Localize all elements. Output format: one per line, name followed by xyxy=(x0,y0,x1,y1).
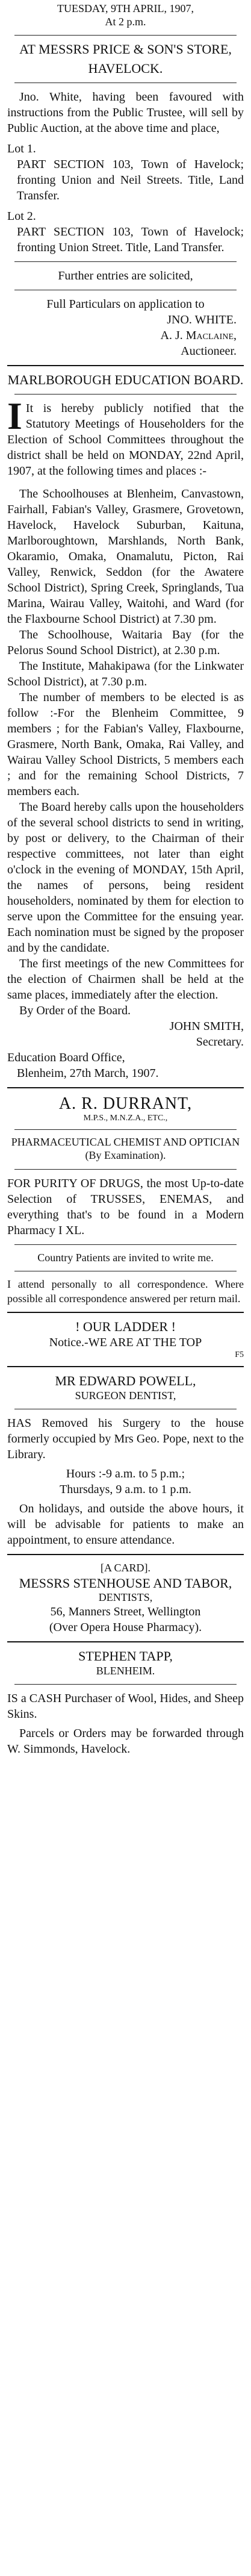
education-office-date: Blenheim, 27th March, 1907. xyxy=(17,1067,159,1081)
auction-intro: Jno. White, having been favoured with instructions from the Public Trustee, will sell by Public Auction, at the above time and place, xyxy=(7,90,244,136)
lot2-label: Lot 2. xyxy=(7,210,36,223)
tapp-ad xyxy=(0,1648,251,1757)
lot1-text: PART SECTION 103, Town of Havelock; fronting Union and Neil Streets. Title, Land Transfer. xyxy=(17,158,244,203)
divider xyxy=(14,1129,237,1130)
section-divider xyxy=(7,1554,244,1555)
durrant-country: Country Patients are invited to write me. xyxy=(37,1251,214,1264)
further-entries: Further entries are solicited, xyxy=(58,269,193,283)
divider xyxy=(14,35,237,36)
durrant-ad xyxy=(0,1094,251,1306)
dropcap-i: I xyxy=(7,395,22,438)
durrant-text: FOR PURITY OF DRUGS, the most Up-to-date Selection of TRUSSES, ENEMAS, and everything that's to be found in a Modern Pharmacy I XL. xyxy=(7,1176,244,1237)
durrant-quals: M.P.S., M.N.Z.A., ETC., xyxy=(83,1114,168,1123)
ladder-ad xyxy=(0,1319,251,1360)
ladder-mark: F5 xyxy=(235,1350,244,1359)
lot1-label: Lot 1. xyxy=(7,142,36,156)
education-title: MARLBOROUGH EDUCATION BOARD. xyxy=(7,372,244,388)
education-p1: The Schoolhouses at Blenheim, Canvastown, Fairhall, Fabian's Valley, Grasmere, Grovetown, Havelock, Havelock Suburban, Kaituna, Marlboroughtown, Marshlands, North Bank, Okaramio, Omaka, Onamalutu, Picton, Rai Valley, Renwick, Seddon (for the Awatere School District), Spring Creek, Springlands, Tua Marina, Wairau Valley, Waitohi, and Ward (for the Flaxbourne School District) at 7.30 pm. xyxy=(7,487,244,626)
auction-price-ad xyxy=(0,0,251,359)
stenhouse-ad xyxy=(0,1561,251,1635)
spacer xyxy=(7,479,244,486)
stenhouse-address: 56, Manners Street, Wellington xyxy=(50,1605,201,1618)
education-p4: The number of members to be elected is as follow :-For the Blenheim Committee, 9 members ; for the Fabian's Valley, Flaxbourne, Grasmere, North Bank, Omaka, Rai Valley, and Wairau Valley School Districts, 5 members each ; and for the remaining School Districts, 7 members each. xyxy=(7,691,244,799)
particulars: Full Particulars on application to xyxy=(46,298,205,311)
durrant-name: A. R. DURRANT, xyxy=(58,1094,193,1114)
durrant-role: PHARMACEUTICAL CHEMIST AND OPTICIAN xyxy=(11,1136,240,1149)
divider xyxy=(14,1244,237,1245)
education-p5: The Board hereby calls upon the householders of the several school districts to send in writing, by post or delivery, to the Chairman of their respective committees, not later than eight o'clock in the evening of MONDAY, 15th April, the names of persons, being resident householders, nominated by them for election to serve upon the Committee for the ensuing year. Each nomination must be signed by the proposer and by the candidate. xyxy=(7,800,244,955)
durrant-attend: I attend personally to all correspondence. Where possible all correspondence answered per return mail. xyxy=(7,1278,244,1305)
education-order: By Order of the Board. xyxy=(19,1004,131,1018)
education-notice-text: It is hereby publicly notified that the Statutory Meetings of Householders for the Election of School Committees throughout the district shall be held on MONDAY, 22nd April, 1907, at the following times and places :- xyxy=(7,402,244,478)
tapp-text: IS a CASH Purchaser of Wool, Hides, and Sheep Skins. xyxy=(7,1692,244,1721)
education-p3: The Institute, Mahakipawa (for the Linkwater School District), at 7.30 p.m. xyxy=(7,660,244,689)
powell-role: SURGEON DENTIST, xyxy=(75,1389,176,1402)
auctioneer-name: JNO. WHITE. xyxy=(167,313,237,327)
education-board-ad xyxy=(0,372,251,1081)
stenhouse-title: MESSRS STENHOUSE AND TABOR, xyxy=(19,1575,232,1591)
section-divider xyxy=(7,1087,244,1088)
education-notice xyxy=(7,395,244,479)
tapp-parcels: Parcels or Orders may be forwarded through W. Simmonds, Havelock. xyxy=(7,1727,244,1756)
powell-name: MR EDWARD POWELL, xyxy=(55,1373,196,1388)
powell-holidays: On holidays, and outside the above hours, it will be advisable for patients to make an appointment, to ensure attendance. xyxy=(7,1502,244,1547)
stenhouse-opera: (Over Opera House Pharmacy). xyxy=(49,1620,202,1634)
education-p2: The Schoolhouse, Waitaria Bay (for the Pelorus Sound School District), at 2.30 p.m. xyxy=(7,628,244,658)
section-divider xyxy=(7,365,244,366)
powell-ad xyxy=(0,1373,251,1548)
stenhouse-role: DENTISTS, xyxy=(98,1591,153,1603)
section-divider xyxy=(7,1641,244,1642)
divider xyxy=(14,1684,237,1685)
ladder-title: ! OUR LADDER ! xyxy=(75,1318,176,1334)
auctioneer-sign: A. J. Maclaine, xyxy=(160,329,237,343)
tapp-name: STEPHEN TAPP, xyxy=(78,1648,173,1664)
education-p6: The first meetings of the new Committees for the election of Chairmen shall be held at the same places, immediately after the election. xyxy=(7,957,244,1002)
education-signer-role: Secretary. xyxy=(196,1035,244,1049)
auction-date: TUESDAY, 9TH APRIL, 1907, xyxy=(57,2,194,14)
stenhouse-card: [A CARD]. xyxy=(100,1562,150,1574)
lot2-text: PART SECTION 103, Town of Havelock; fronting Union Street. Title, Land Transfer. xyxy=(17,225,244,255)
auction-title: AT MESSRS PRICE & SON'S STORE, xyxy=(19,42,232,57)
education-signer: JOHN SMITH, xyxy=(169,1020,244,1034)
durrant-exam: (By Examination). xyxy=(85,1149,166,1162)
divider xyxy=(14,261,237,262)
powell-hours2: Thursdays, 9 a.m. to 1 p.m. xyxy=(60,1483,191,1497)
education-office: Education Board Office, xyxy=(7,1051,125,1065)
tapp-place: BLENHEIM. xyxy=(96,1664,155,1677)
divider xyxy=(14,1169,237,1170)
auction-time: At 2 p.m. xyxy=(105,16,146,28)
powell-text: HAS Removed his Surgery to the house formerly occupied by Mrs Geo. Pope, next to the Library. xyxy=(7,1417,244,1462)
auction-place: HAVELOCK. xyxy=(88,61,163,76)
divider xyxy=(14,394,237,395)
powell-hours1: Hours :-9 a.m. to 5 p.m.; xyxy=(66,1467,185,1481)
section-divider xyxy=(7,1366,244,1367)
auctioneer-role: Auctioneer. xyxy=(181,345,237,358)
section-divider xyxy=(7,1312,244,1313)
ladder-notice: Notice.-WE ARE AT THE TOP xyxy=(49,1335,202,1349)
